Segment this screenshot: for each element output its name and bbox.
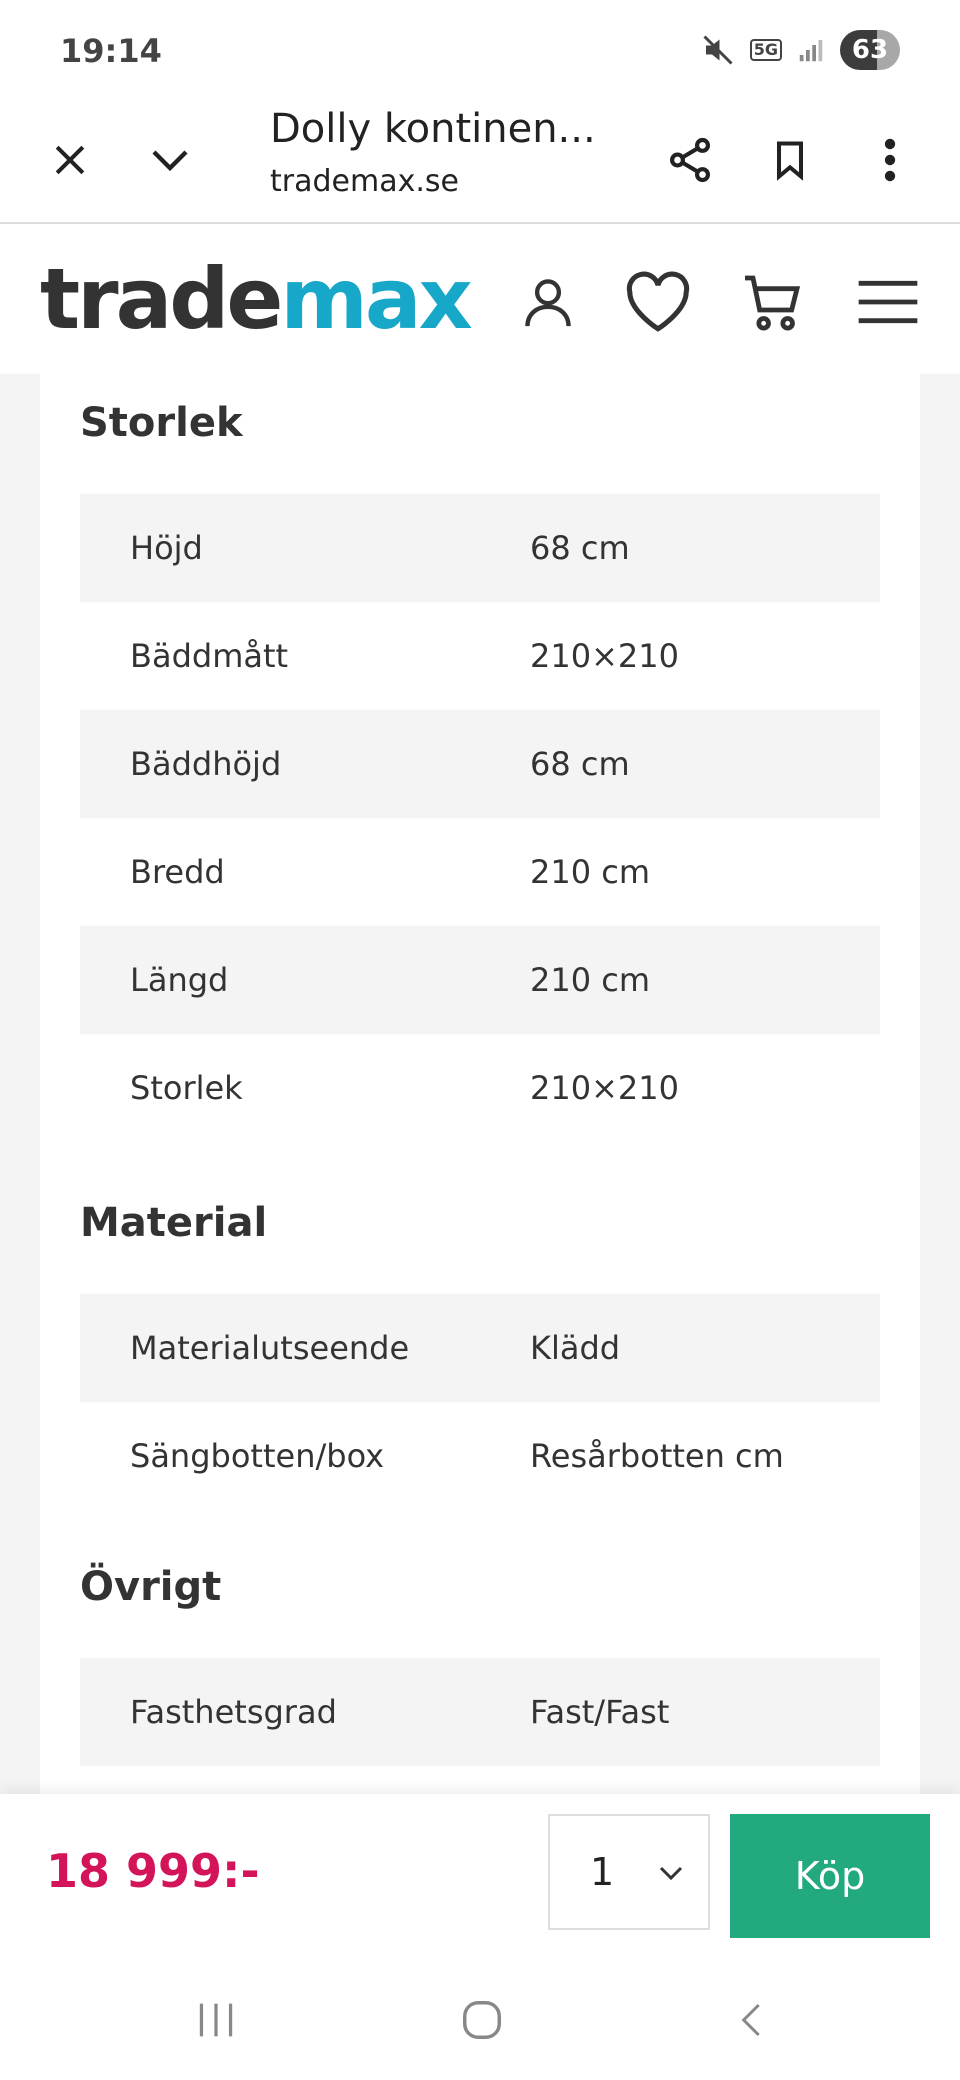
site-header [0,224,960,374]
spec-row [80,494,880,602]
spec-value: 210 cm [530,853,651,891]
spec-value: Fast/Fast [530,1693,670,1731]
spec-row [80,1658,880,1766]
spec-value: 210×210 [530,637,679,675]
page-url[interactable]: trademax.se [270,164,459,199]
spec-row [80,1034,880,1142]
quantity-value: 1 [590,1850,615,1894]
buy-bar [0,1794,960,1960]
spec-label: Bäddmått [130,637,289,675]
product-price: 18 999:- [46,1844,260,1898]
spec-label: Bäddhöjd [130,745,282,783]
account-icon[interactable] [510,264,586,340]
spec-value: 68 cm [530,529,630,567]
bookmark-icon[interactable] [760,130,820,190]
spec-label: Materialutseende [130,1329,410,1367]
network-5g-icon: 5G [750,39,782,61]
spec-row [80,926,880,1034]
spec-value: 210 cm [530,961,651,999]
back-icon[interactable] [722,1990,782,2050]
status-icons [700,30,900,70]
browser-toolbar [0,96,960,224]
spec-label: Fasthetsgrad [130,1693,337,1731]
hamburger-menu-icon[interactable] [850,264,926,340]
battery-badge: 63 [840,30,900,70]
system-nav-bar [0,1960,960,2080]
close-icon[interactable] [40,130,100,190]
status-bar [0,0,960,96]
recent-apps-icon[interactable] [186,1990,246,2050]
more-options-icon[interactable] [860,130,920,190]
spec-row [80,602,880,710]
spec-label: Bredd [130,853,225,891]
spec-value: 68 cm [530,745,630,783]
page-title[interactable]: Dolly kontinen... [270,106,596,152]
share-icon[interactable] [660,130,720,190]
spec-value: 210×210 [530,1069,679,1107]
status-time: 19:14 [60,32,162,70]
mute-icon [700,32,736,68]
section-title-storlek: Storlek [80,400,243,446]
section-title-material: Material [80,1200,268,1246]
buy-button[interactable]: Köp [730,1814,930,1938]
product-specifications [40,374,920,1794]
signal-icon [796,35,826,65]
spec-label: Höjd [130,529,203,567]
spec-row [80,1294,880,1402]
home-icon[interactable] [452,1990,512,2050]
chevron-down-icon[interactable] [140,130,200,190]
cart-icon[interactable] [735,264,811,340]
spec-row [80,818,880,926]
spec-row [80,1402,880,1510]
spec-label: Längd [130,961,229,999]
section-title-ovrigt: Övrigt [80,1564,222,1610]
trademax-logo[interactable]: trademax [40,250,470,348]
wishlist-heart-icon[interactable] [620,264,696,340]
spec-row [80,710,880,818]
spec-value: Resårbotten cm [530,1437,784,1475]
spec-value: Klädd [530,1329,621,1367]
spec-label: Sängbotten/box [130,1437,385,1475]
chevron-down-icon [656,1858,686,1888]
spec-label: Storlek [130,1069,243,1107]
quantity-select[interactable] [548,1814,710,1930]
